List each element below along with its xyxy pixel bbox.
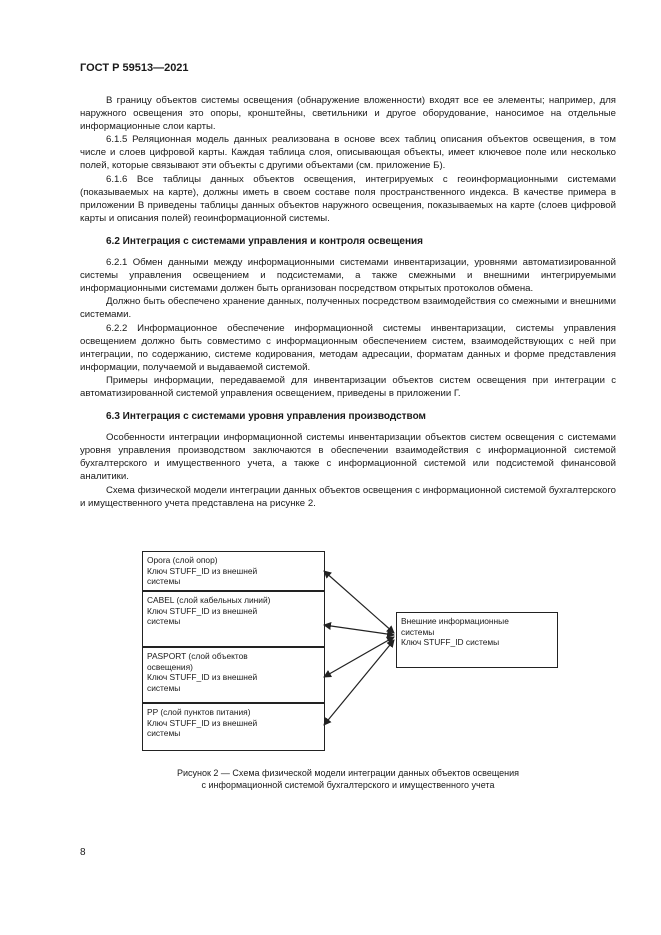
box-pp: PP (слой пунктов питания) Ключ STUFF_ID из внешней системы xyxy=(142,703,325,751)
paragraph: Схема физической модели интеграции данных объектов освещения с информационной системой бухгалтерского и имущественного учета представлена на рисунке 2. xyxy=(80,484,616,509)
section-heading: 6.2 Интеграция с системами управления и контроля освещения xyxy=(106,235,423,247)
page-number: 8 xyxy=(80,847,86,858)
paragraph: 6.1.6 Все таблицы данных объектов освещения, интегрируемых с геоинформационными системами (показываемых на карте), должны иметь в своем составе поля пространственного индекса. В качестве примера в приложении В приведены таблицы данных объектов наружного освещения, показываемых на карте (слоев цифровой карты и описания полей) геоинформационной системы. xyxy=(80,173,616,224)
paragraph: 6.2.1 Обмен данными между информационными системами инвентаризации, уровнями автоматизированной системы управления освещением и подсистемами, а также смежными и внешними интегрируемыми информационными системами должен быть организован посредством открытых протоколов обмена. xyxy=(80,257,616,295)
box-pasport: PASPORT (слой объектов освещения) Ключ STUFF_ID из внешней системы xyxy=(142,647,325,703)
paragraph: 6.2.2 Информационное обеспечение информационной системы инвентаризации, системы управления освещением должно быть совместимо с информационным обеспечением систем, взаимодействующих с ней при интеграции, по содержанию, системе кодирования, методам адресации, форматам данных и форме представления информации, получаемой и выдаваемой системой. xyxy=(80,322,616,373)
caption-line-2: с информационной системой бухгалтерского и имущественного учета xyxy=(201,780,495,790)
box-cabel: CABEL (слой кабельных линий) Ключ STUFF_ID из внешней системы xyxy=(142,591,325,647)
arrow-pp xyxy=(324,640,394,725)
box-external-systems: Внешние информационные системы Ключ STUFF_ID системы xyxy=(396,612,558,668)
paragraph: Должно быть обеспечено хранение данных, полученных посредством взаимодействия со смежными и внешними системами. xyxy=(80,296,616,321)
section-heading: 6.3 Интеграция с системами уровня управления производством xyxy=(106,411,426,423)
arrow-pasport xyxy=(324,637,394,677)
document-code: ГОСТ Р 59513—2021 xyxy=(80,62,189,74)
box-opora: Opora (слой опор) Ключ STUFF_ID из внешней системы xyxy=(142,551,325,591)
figure-caption xyxy=(80,767,616,791)
arrow-opora xyxy=(324,571,394,633)
paragraph: В границу объектов системы освещения (обнаружение вложенности) входят все ее элементы; например, для наружного освещения это опоры, кронштейны, светильники и другое оборудование, наносимое на отдельные информационные слои карты. xyxy=(80,95,616,133)
paragraph: Особенности интеграции информационной системы инвентаризации объектов систем освещения с системами уровня управления производством заключаются в обеспечении взаимодействия с информационной системой бухгалтерского и имущественного учета, а также с информационной системой или подсистемой финансовой аналитики. xyxy=(80,432,616,483)
paragraph: Примеры информации, передаваемой для инвентаризации объектов систем освещения при интеграции с автоматизированной системой управления освещением, приведены в приложении Г. xyxy=(80,374,616,399)
caption-line-1: Рисунок 2 — Схема физической модели интеграции данных объектов освещения xyxy=(176,768,520,778)
paragraph: 6.1.5 Реляционная модель данных реализована в основе всех таблиц описания объектов освещения, в том числе и слоев цифровой карты. Каждая таблица слоя, описывающая объекты, имеет ключевое поле или несколько полей, которые связывают эти объекты с другими объектами (см. приложение Б). xyxy=(80,134,616,172)
arrow-cabel xyxy=(324,625,394,635)
